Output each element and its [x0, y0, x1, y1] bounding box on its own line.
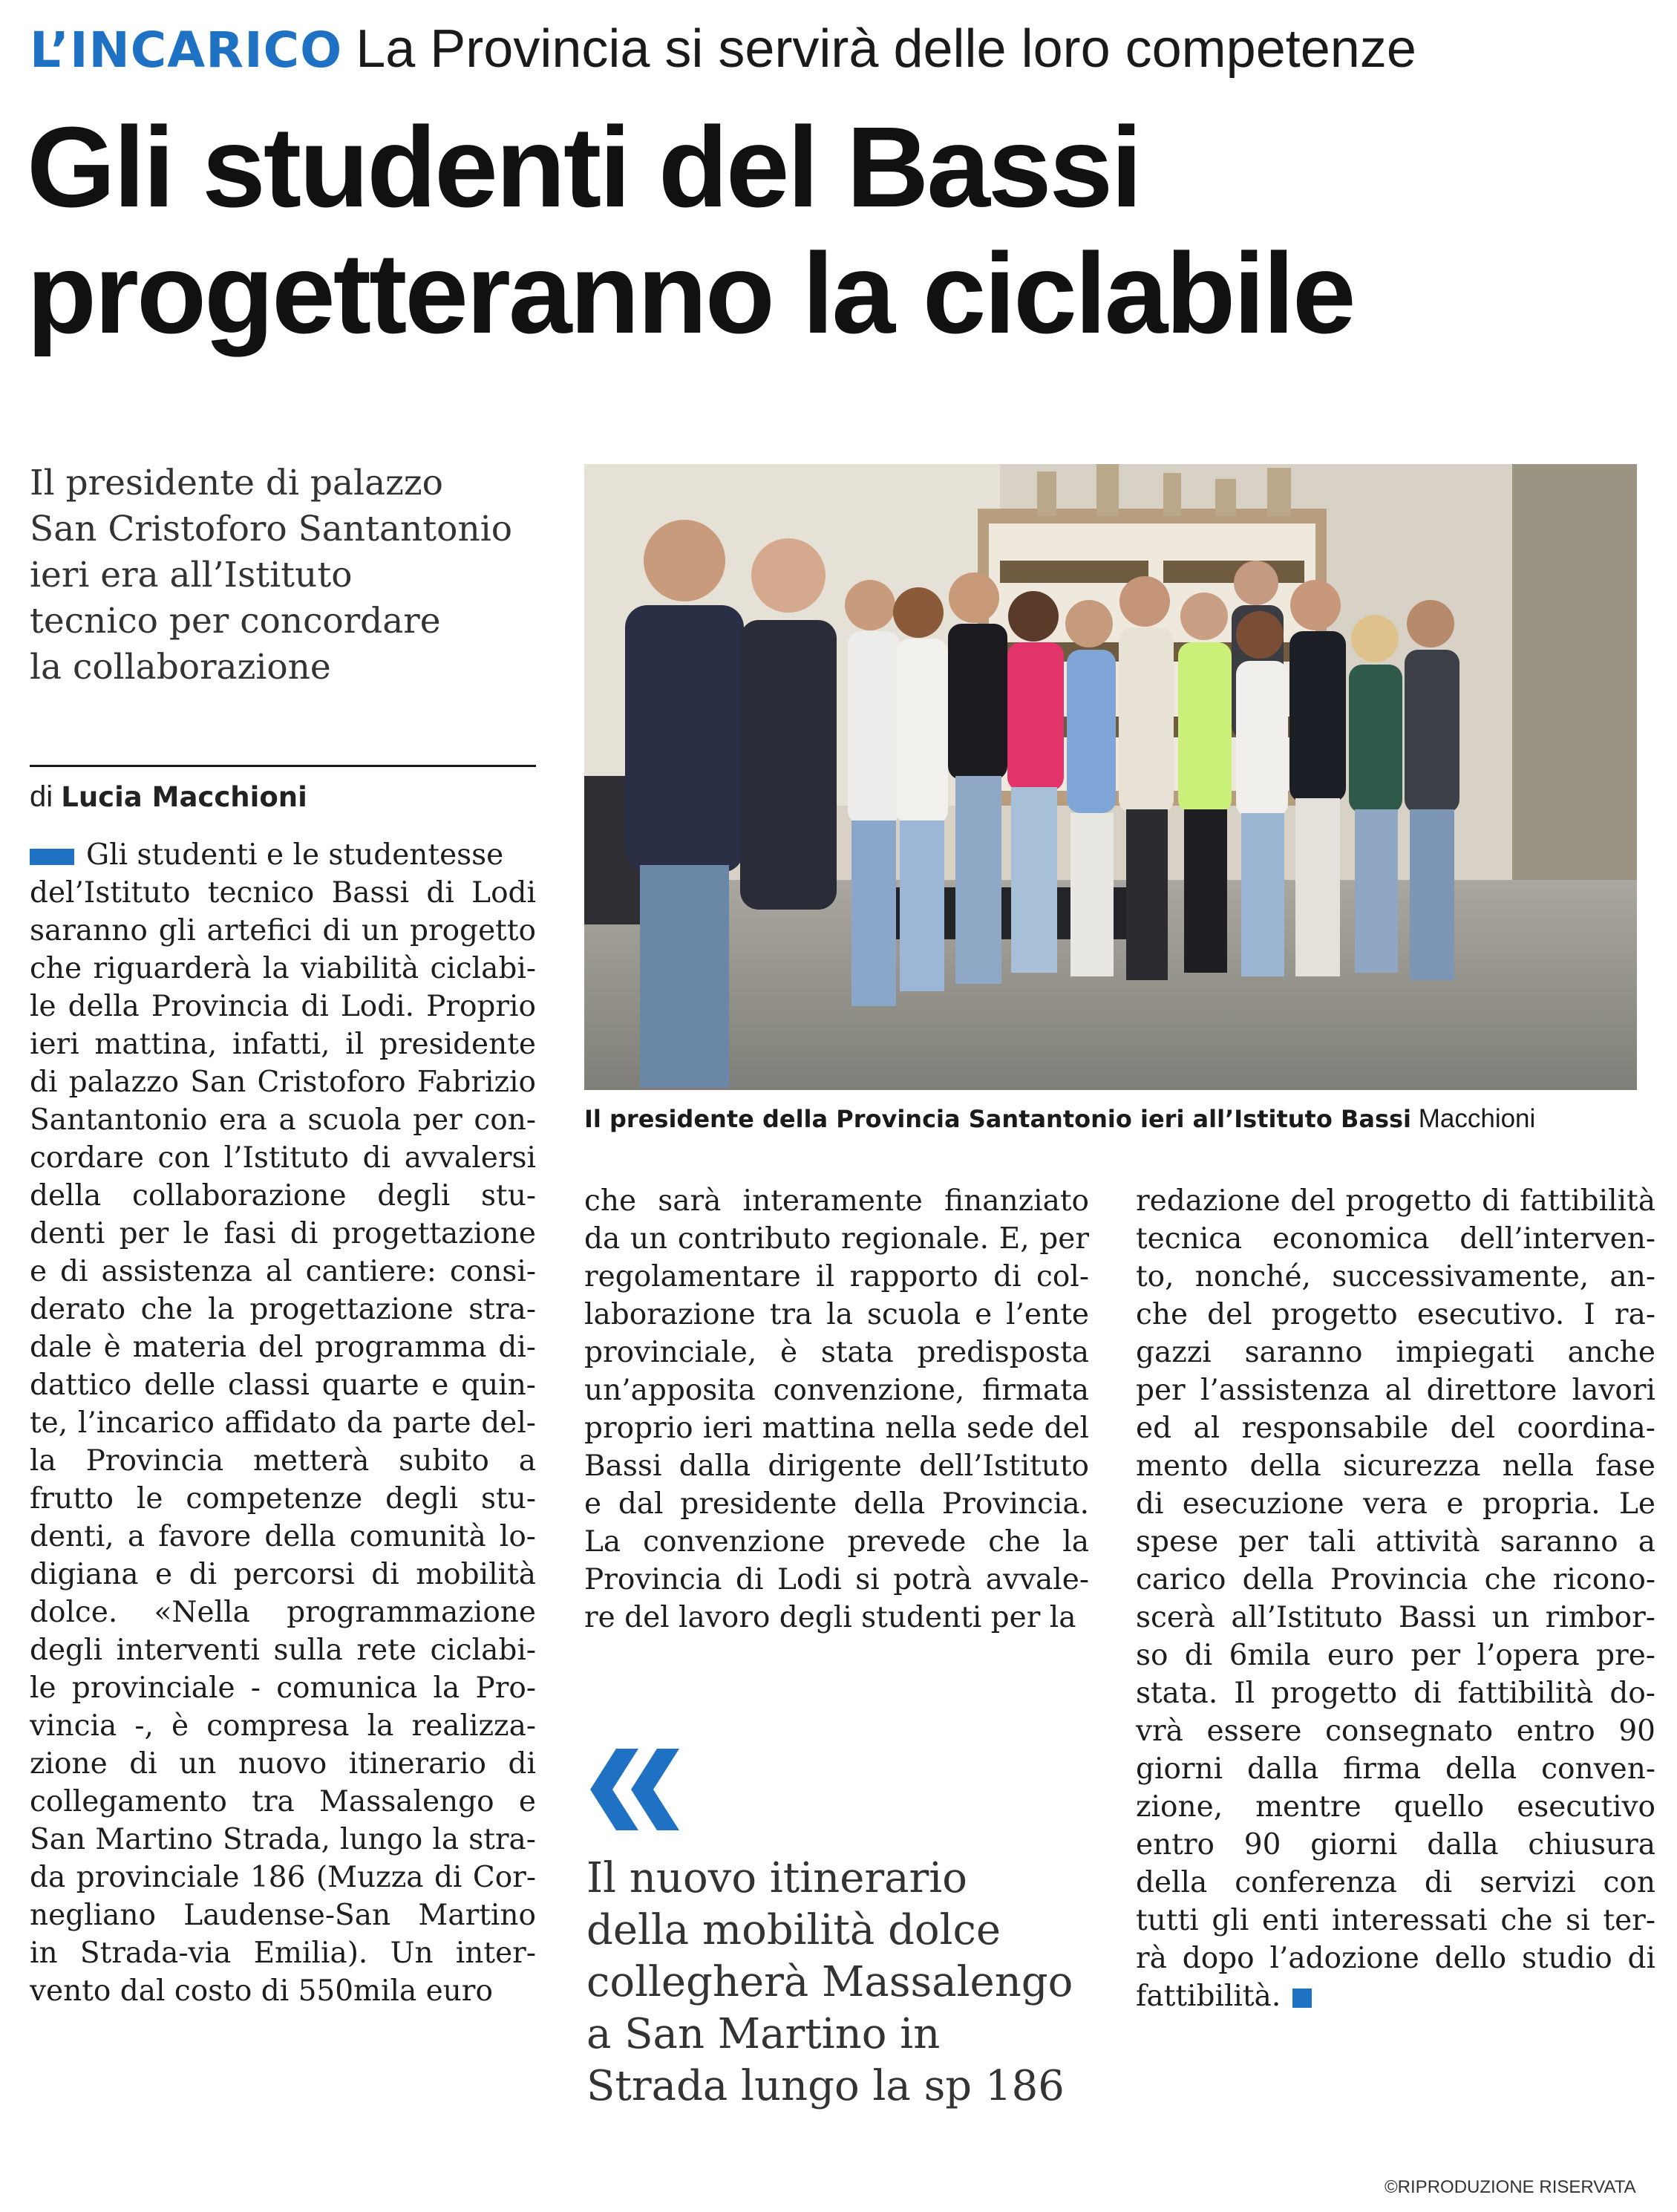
article-line-text: to, nonché, successivamente, an-	[1136, 1260, 1655, 1293]
article-line-text: denti, a favore della comunità lo-	[30, 1520, 536, 1553]
article-line-text: da un contributo regionale. E, per	[584, 1222, 1089, 1256]
article-line	[584, 1447, 1089, 1485]
article-line-text: di esecuzione vera e propria. Le	[1136, 1487, 1655, 1521]
kicker-tag: L’INCARICO	[30, 22, 343, 79]
article-line-text: tecnica economica dell’interven-	[1136, 1222, 1655, 1256]
pull-quote-line: Il nuovo itinerario	[586, 1854, 967, 1902]
article-line	[1136, 1977, 1655, 2015]
group-photo-illustration	[584, 464, 1637, 1090]
article-line-text: le della Provincia di Lodi. Proprio	[30, 990, 536, 1023]
summary-divider	[30, 765, 536, 767]
article-line	[584, 1523, 1089, 1561]
summary-line: San Cristoforo Santantonio	[30, 509, 513, 549]
article-line-text: Provincia di Lodi si potrà avvale-	[584, 1563, 1089, 1596]
article-line	[1136, 1561, 1655, 1599]
article-line-text: gazzi saranno impiegati anche	[1136, 1336, 1655, 1369]
article-line	[584, 1334, 1089, 1371]
kicker	[30, 13, 1663, 86]
article-line-text: che riguarderà la viabilità ciclabi-	[30, 952, 536, 985]
article-line	[30, 1366, 536, 1404]
article-line	[30, 1707, 536, 1745]
article-line-text: digiana e di percorsi di mobilità	[30, 1558, 536, 1591]
article-line-text: scerà all’Istituto Bassi un rimbor-	[1136, 1601, 1655, 1634]
article-line-text: negliano Laudense-San Martino	[30, 1899, 536, 1932]
article-line	[584, 1561, 1089, 1599]
article-column-1	[30, 836, 536, 2010]
article-line-text: le provinciale - comunica la Pro-	[30, 1671, 536, 1705]
article-line	[30, 1518, 536, 1556]
article-line	[30, 912, 536, 950]
article-line-text: del’Istituto tecnico Bassi di Lodi	[30, 876, 536, 910]
article-line	[1136, 1902, 1655, 1939]
article-line	[1136, 1485, 1655, 1523]
article-line-text: giorni dalla firma della conven-	[1136, 1752, 1655, 1786]
article-line-text: regolamentare il rapporto di col-	[584, 1260, 1089, 1293]
article-line-text: della conferenza di servizi con	[1136, 1866, 1655, 1899]
article-photo	[584, 464, 1637, 1090]
article-line-text: che sarà interamente finanziato	[584, 1184, 1089, 1218]
article-line	[30, 1821, 536, 1859]
article-line-text: vincia -, è compresa la realizza-	[30, 1709, 536, 1743]
article-line	[1136, 1750, 1655, 1788]
article-line-text: vento dal costo di 550mila euro	[30, 1974, 493, 2008]
article-line	[584, 1371, 1089, 1409]
article-line-text: redazione del progetto di fattibilità	[1136, 1184, 1655, 1218]
article-line	[30, 1745, 536, 1783]
pull-quote-line: della mobilità dolce	[586, 1906, 1001, 1954]
article-line-text: ed al responsabile del coordina-	[1136, 1412, 1655, 1445]
article-line-text: rà dopo l’adozione dello studio di	[1136, 1942, 1655, 1975]
article-line	[584, 1485, 1089, 1523]
article-line	[30, 1480, 536, 1518]
article-line	[1136, 1220, 1655, 1258]
article-line	[30, 1593, 536, 1631]
article-line-text: dolce. «Nella programmazione	[30, 1596, 536, 1629]
article-line-text: della collaborazione degli stu-	[30, 1179, 536, 1213]
article-line	[1136, 1637, 1655, 1674]
headline-line-1: Gli studenti del Bassi	[27, 103, 1141, 231]
article-line-text: La convenzione prevede che la	[584, 1525, 1089, 1559]
article-line-text: ieri mattina, infatti, il presidente	[30, 1028, 536, 1061]
article-line-text: so di 6mila euro per l’opera pre-	[1136, 1639, 1655, 1672]
article-line-text: da provinciale 186 (Muzza di Cor-	[30, 1861, 536, 1894]
article-line	[1136, 1334, 1655, 1371]
pull-quote-line: collegherà Massalengo	[586, 1958, 1073, 2006]
headline	[27, 104, 1660, 356]
article-line	[1136, 1864, 1655, 1902]
summary-line: Il presidente di palazzo	[30, 463, 443, 503]
article-column-3	[1136, 1182, 1655, 2015]
article-line-text: Bassi dalla dirigente dell’Istituto	[584, 1449, 1089, 1483]
article-line-text: provinciale, è stata predisposta	[584, 1336, 1089, 1369]
article-line-text: fattibilità.	[1136, 1980, 1281, 2013]
article-line-text: la Provincia metterà subito a	[30, 1444, 536, 1478]
article-line-text: stata. Il progetto di fattibilità do-	[1136, 1677, 1655, 1710]
photo-caption	[584, 1102, 1653, 1136]
article-line	[1136, 1826, 1655, 1864]
article-line-text: zione, mentre quello esecutivo	[1136, 1790, 1655, 1824]
article-line	[1136, 1296, 1655, 1334]
article-line	[30, 1328, 536, 1366]
article-line	[30, 1934, 536, 1972]
article-line	[1136, 1939, 1655, 1977]
article-line-text: carico della Provincia che ricono-	[1136, 1563, 1655, 1596]
byline	[30, 778, 307, 816]
article-line	[584, 1599, 1089, 1637]
article-line	[30, 1631, 536, 1669]
copyright-notice: ©RIPRODUZIONE RISERVATA	[1385, 2177, 1636, 2197]
article-line	[30, 874, 536, 912]
article-line	[584, 1220, 1089, 1258]
photo-caption-text: Il presidente della Provincia Santantonio ieri all’Istituto Bassi	[584, 1105, 1411, 1133]
article-line	[30, 1556, 536, 1593]
article-column-2	[584, 1182, 1089, 1637]
article-line	[30, 1291, 536, 1328]
summary	[30, 460, 549, 691]
pull-quote	[586, 1853, 1106, 2113]
headline-line-2: progetteranno la ciclabile	[27, 229, 1354, 357]
article-line	[1136, 1409, 1655, 1447]
article-line-text: degli interventi sulla rete ciclabi-	[30, 1634, 536, 1667]
article-line-text: entro 90 giorni dalla chiusura	[1136, 1828, 1655, 1862]
article-line-text: dale è materia del programma di-	[30, 1331, 536, 1364]
article-line	[30, 1442, 536, 1480]
photo-credit: Macchioni	[1418, 1104, 1536, 1133]
article-line	[30, 950, 536, 988]
article-line-text: in Strada-via Emilia). Un inter-	[30, 1937, 536, 1970]
article-line-text: derato che la progettazione stra-	[30, 1293, 536, 1326]
byline-prefix: di	[30, 780, 53, 813]
article-line	[1136, 1447, 1655, 1485]
article-line	[30, 1972, 536, 2010]
article-line	[1136, 1674, 1655, 1712]
article-line	[584, 1296, 1089, 1334]
article-line	[30, 1404, 536, 1442]
article-line	[30, 1859, 536, 1896]
article-line-text: Gli studenti e le studentesse	[86, 838, 504, 872]
article-line	[1136, 1712, 1655, 1750]
article-line-text: vrà essere consegnato entro 90	[1136, 1715, 1655, 1748]
article-line	[30, 1101, 536, 1139]
article-line	[30, 1025, 536, 1063]
article-line-text: frutto le competenze degli stu-	[30, 1482, 536, 1516]
article-line	[1136, 1182, 1655, 1220]
summary-line: la collaborazione	[30, 647, 331, 688]
article-line-text: di palazzo San Cristoforo Fabrizio	[30, 1066, 536, 1099]
summary-line: ieri era all’Istituto	[30, 555, 353, 596]
article-line-text: re del lavoro degli studenti per la	[584, 1601, 1076, 1634]
article-line	[584, 1409, 1089, 1447]
article-line	[1136, 1788, 1655, 1826]
article-line	[30, 1669, 536, 1707]
article-line-text: saranno gli artefici di un progetto	[30, 914, 536, 947]
article-line-text: te, l’incarico affidato da parte del-	[30, 1406, 536, 1440]
article-line	[584, 1182, 1089, 1220]
article-line-text: un’apposita convenzione, firmata	[584, 1374, 1089, 1407]
article-line-text: proprio ieri mattina nella sede del	[584, 1412, 1089, 1445]
article-line-text: collegamento tra Massalengo e	[30, 1785, 536, 1818]
article-line-text: mento della sicurezza nella fase	[1136, 1449, 1655, 1483]
article-line	[1136, 1258, 1655, 1296]
article-line	[1136, 1599, 1655, 1637]
article-line	[30, 1063, 536, 1101]
article-line-text: dattico delle classi quarte e quin-	[30, 1368, 536, 1402]
article-line	[30, 1896, 536, 1934]
article-line-text: Santantonio era a scuola per con-	[30, 1103, 536, 1137]
summary-line: tecnico per concordare	[30, 601, 441, 642]
article-line	[30, 1177, 536, 1215]
article-line	[30, 1253, 536, 1291]
article-line-text: denti per le fasi di progettazione	[30, 1217, 536, 1250]
article-line-text: che del progetto esecutivo. I ra-	[1136, 1298, 1655, 1331]
quote-mark-icon	[586, 1749, 683, 1833]
article-line-text: spese per tali attività saranno a	[1136, 1525, 1655, 1559]
article-line	[1136, 1371, 1655, 1409]
article-line	[584, 1258, 1089, 1296]
kicker-subtitle: La Provincia si servirà delle loro competenze	[356, 19, 1416, 79]
article-line	[30, 1139, 536, 1177]
article-line-text: tutti gli enti interessati che si ter-	[1136, 1904, 1655, 1937]
article-line-text: zione di un nuovo itinerario di	[30, 1747, 536, 1781]
article-line-text: cordare con l’Istituto di avvalersi	[30, 1141, 536, 1175]
pull-quote-line: a San Martino in	[586, 2010, 941, 2058]
article-line-text: per l’assistenza al direttore lavori	[1136, 1374, 1655, 1407]
paragraph-start-marker	[30, 849, 74, 865]
article-line	[30, 836, 536, 874]
article-line-text: e di assistenza al cantiere: consi-	[30, 1255, 536, 1288]
article-end-marker	[1292, 1988, 1312, 2008]
pull-quote-line: Strada lungo la sp 186	[586, 2062, 1065, 2110]
article-line-text: laborazione tra la scuola e l’ente	[584, 1298, 1089, 1331]
article-line-text: e dal presidente della Provincia.	[584, 1487, 1089, 1521]
article-line	[1136, 1523, 1655, 1561]
article-line	[30, 1215, 536, 1253]
article-line-text: San Martino Strada, lungo la stra-	[30, 1823, 536, 1856]
article-line	[30, 988, 536, 1025]
byline-author: Lucia Macchioni	[61, 781, 307, 813]
article-line	[30, 1783, 536, 1821]
